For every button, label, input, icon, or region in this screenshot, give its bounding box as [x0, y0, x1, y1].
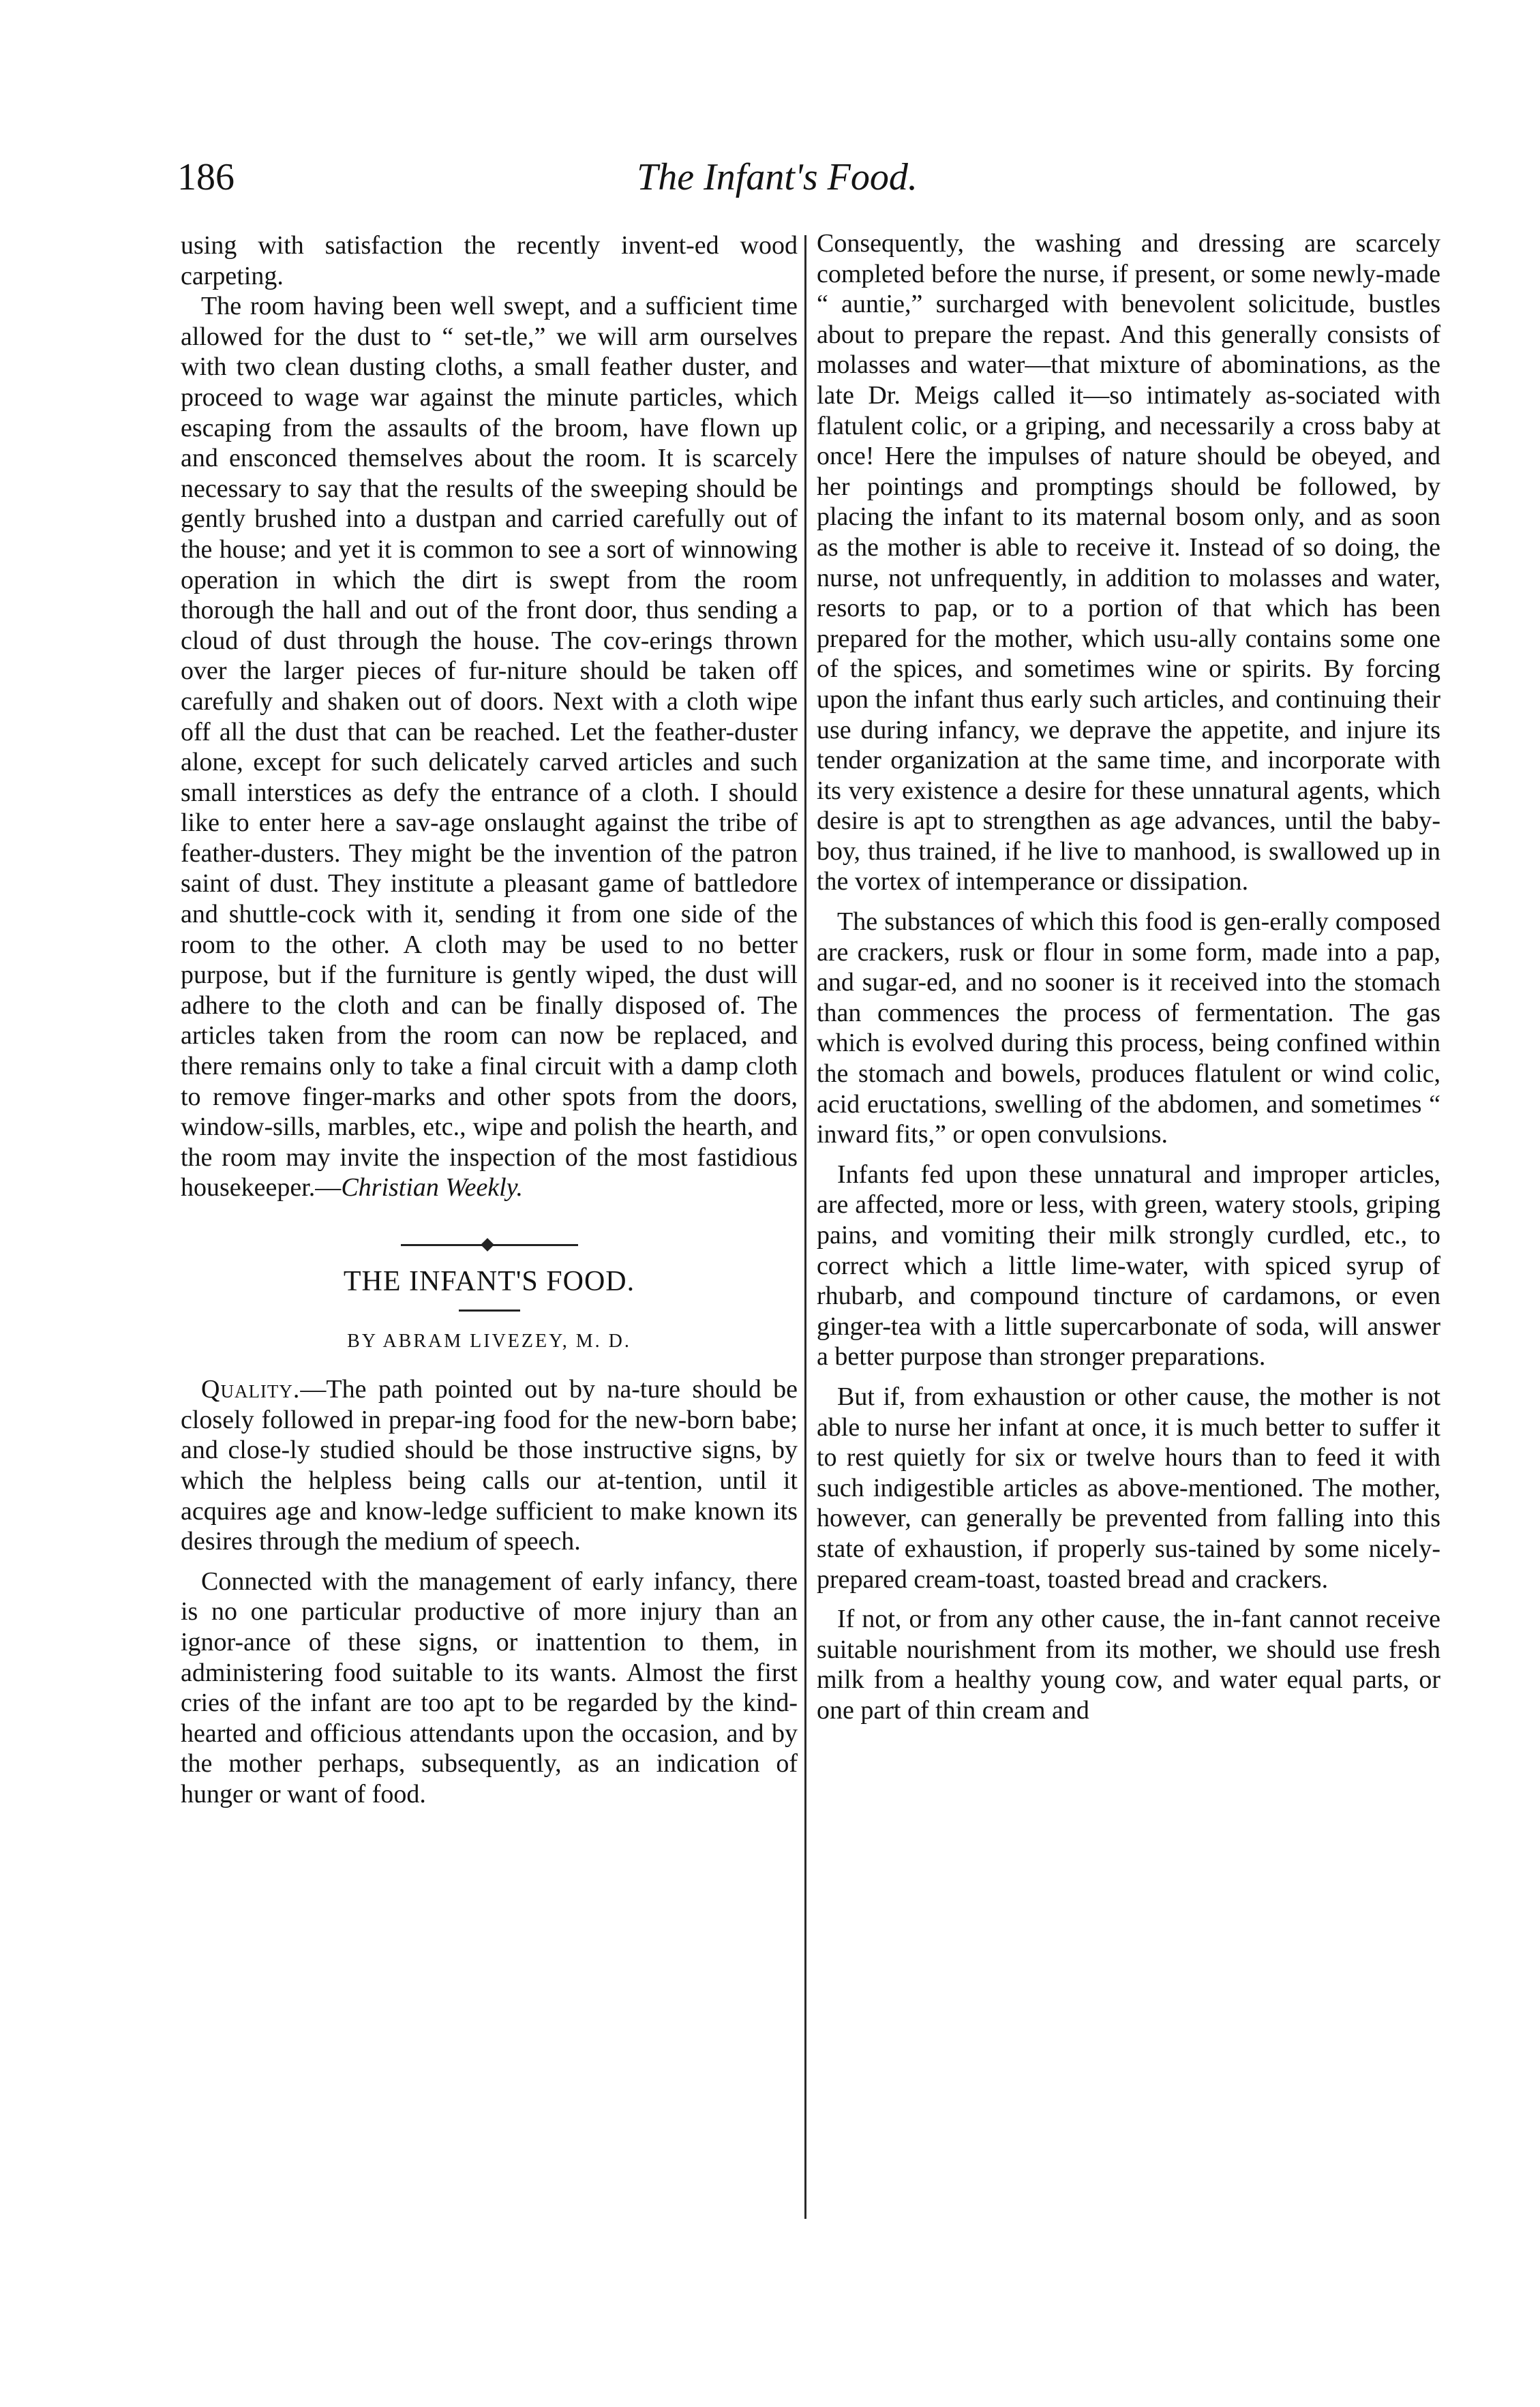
- page-header: [170, 155, 1384, 217]
- running-title: The Infant's Food.: [637, 156, 918, 198]
- column-divider: [804, 235, 806, 2219]
- paragraph: Connected with the management of early infancy, there is no one particular productive of more injury than an ignor-ance of these signs, or inattention to them, in administering food suitable to its wants. Almost the first cries of the infant are too apt to be regarded by the kind-hearted and officious attendants upon the occasion, and by the mother perhaps, subsequently, as an indication of hunger or want of food.: [181, 1566, 798, 1808]
- paragraph: The substances of which this food is gen-erally composed are crackers, rusk or flour in some form, made into a pap, and sugar-ed, and no sooner is it received into the stomach than commences the process of fermentation. The gas which is evolved during this process, being confined within the stomach and bowels, produces flatulent or wind colic, acid eructations, swelling of the abdomen, and sometimes “ inward fits,” or open convulsions.: [817, 907, 1440, 1149]
- paragraph: using with satisfaction the recently invent-ed wood carpeting.: [181, 231, 798, 290]
- paragraph: If not, or from any other cause, the in-fant cannot receive suitable nourishment from its mother, we should use fresh milk from a healthy young cow, and water equal parts, or one part of thin cream and: [817, 1605, 1440, 1725]
- paragraph: Infants fed upon these unnatural and improper articles, are affected, more or less, with green, watery stools, griping pains, and vomiting their milk strongly curdled, etc., to correct which a little lime-water, with spiced syrup of rhubarb, and compound tincture of cardamons, or even ginger-tea with a little supercarbonate of soda, will answer a better purpose than stronger preparations.: [817, 1160, 1440, 1372]
- paragraph: Consequently, the washing and dressing are scarcely completed before the nurse, if present, or some newly-made “ auntie,” surcharged with benevolent solicitude, bustles about to prepare the repast. And this generally consists of molasses and water—that mixture of abominations, as the late Dr. Meigs called it—so intimately as-sociated with flatulent colic, or a griping, and necessarily a cross baby at once! Here the impulses of nature should be obeyed, and her pointings and promptings should be followed, by placing the infant to its maternal bosom only, and as soon as the mother is able to receive it. Instead of so doing, the nurse, not unfrequently, in addition to molasses and water, resorts to pap, or to a portion of that which has been prepared for the mother, which usu-ally contains some one of the spices, and sometimes wine or spirits. By forcing upon the infant thus early such articles, and continuing their use during infancy, we deprave the appetite, and injure its tender organization at the same time, and incorporate with its very existence a desire for these unnatural agents, which desire is apt to strengthen as age advances, until the baby-boy, thus trained, if he live to manhood, is swallowed up in the vortex of intemperance or dissipation.: [817, 229, 1440, 896]
- article-title: THE INFANT'S FOOD.: [343, 1266, 635, 1297]
- right-column: [817, 228, 1440, 1726]
- paragraph-text: The room having been well swept, and a sufficient time allowed for the dust to “ set-tle,” we will arm ourselves with two clean dusting cloths, a small feather duster, and proceed to wage war against the minute particles, which escaping from the assaults of the broom, have flown up and ensconced themselves about the room. It is scarcely necessary to say that the results of the sweeping should be gently brushed into a dustpan and carried carefully out of the house; and yet it is common to see a sort of winnowing operation in which the dirt is swept from the room thorough the hall and out of the front door, thus sending a cloud of dust through the house. The cov-erings thrown over the larger pieces of fur-niture should be taken off carefully and shaken out of doors. Next with a cloth wipe off all the dust that can be reached. Let the feather-duster alone, except for such delicately carved articles and such small interstices as defy the entrance of a cloth. I should like to enter here a sav-age onslaught against the tribe of feather-dusters. They might be the invention of the patron saint of dust. They institute a pleasant game of battledore and shuttle-cock with it, sending it from one side of the room to the other. A cloth may be used to no better purpose, but if the furniture is gently wiped, the dust will adhere to the cloth and can be finally disposed of. The articles taken from the room can now be replaced, and there remains only to take a final circuit with a damp cloth to remove finger-marks and other spots from the doors, window-sills, marbles, etc., wipe and polish the hearth, and the room may invite the inspection of the most fastidious housekeeper.—: [181, 292, 798, 1202]
- left-column: [181, 230, 798, 1810]
- source-attribution: Christian Weekly.: [341, 1173, 523, 1202]
- section-separator: [401, 1244, 578, 1246]
- section-lead: Quality.: [201, 1375, 301, 1404]
- paragraph-text: —The path pointed out by na-ture should be closely followed in prepar-ing food for the new-born babe; and close-ly studied should be those instructive signs, by which the helpless being calls our at-tention, until it acquires age and know-ledge sufficient to make known its desires through the medium of speech.: [181, 1375, 798, 1556]
- paragraph: But if, from exhaustion or other cause, the mother is not able to nurse her infant at once, it is much better to suffer it to rest quietly for six or twelve hours than to feed it with such indigestible articles as above-mentioned. The mother, however, can generally be prevented from falling into this state of exhaustion, if properly sus-tained by some nicely-prepared cream-toast, toasted bread and crackers.: [817, 1382, 1440, 1594]
- paragraph: [181, 1374, 798, 1557]
- byline: BY ABRAM LIVEZEY, M. D.: [347, 1330, 631, 1352]
- title-rule: [459, 1310, 520, 1312]
- paragraph: [181, 291, 798, 1203]
- page-number: 186: [177, 156, 235, 198]
